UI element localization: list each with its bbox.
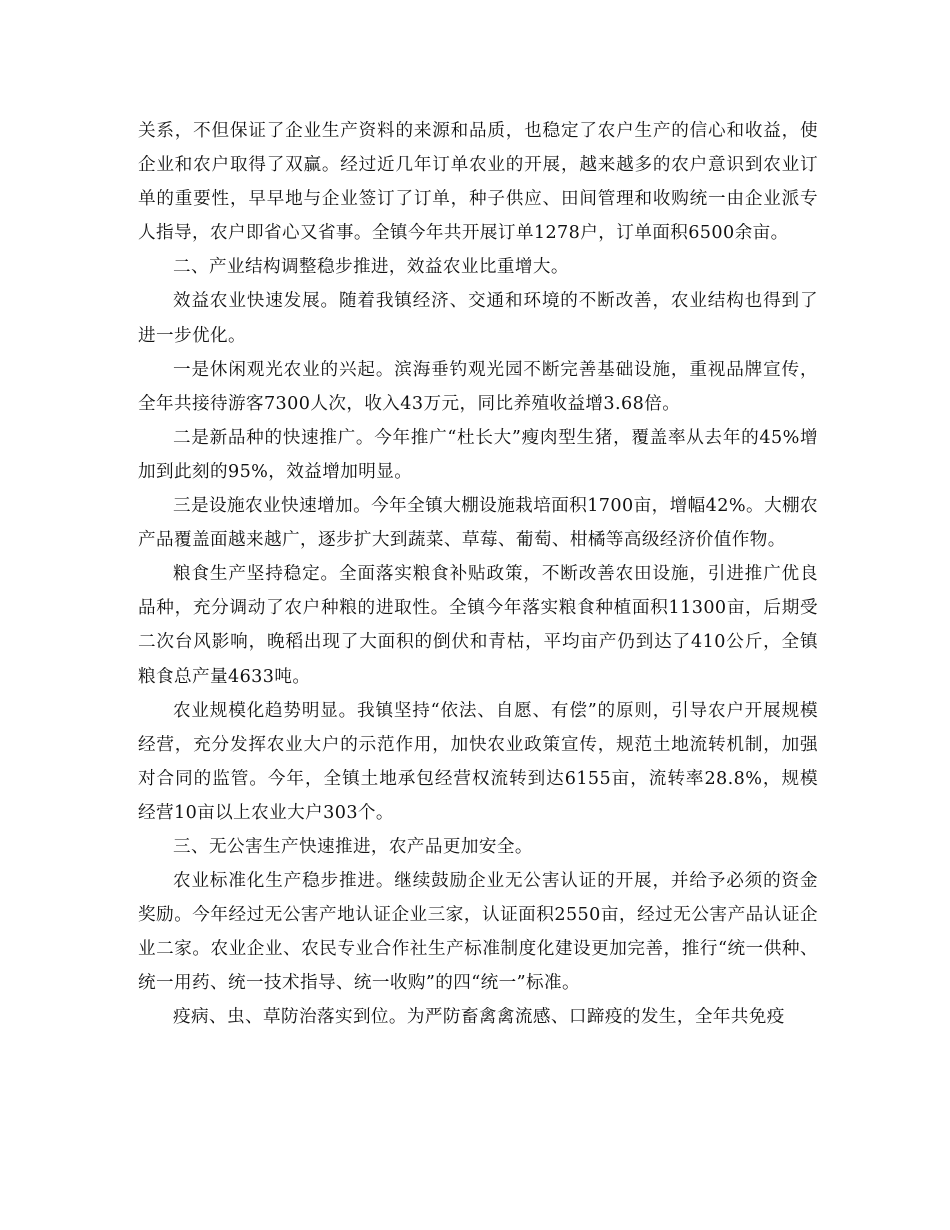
- paragraph-grain-production: 粮食生产坚持稳定。全面落实粮食补贴政策，不断改善农田设施，引进推广优良品种，充分调动了农户种粮的进取性。全镇今年落实粮食种植面积11300亩，后期受二次台风影响，晚稻出现了大面积的倒伏和青枯，平均亩产仍到达了410公斤，全镇粮食总产量4633吨。: [138, 564, 818, 687]
- document-body: [138, 114, 818, 1035]
- paragraph-disease-control: 疫病、虫、草防治落实到位。为严防畜禽禽流感、口蹄疫的发生，全年共免疫: [173, 1007, 785, 1028]
- section-heading-industrial-structure: 二、产业结构调整稳步推进，效益农业比重增大。: [173, 257, 569, 278]
- paragraph-standardized-production: 农业标准化生产稳步推进。继续鼓励企业无公害认证的开展，并给予必须的资金奖励。今年经过无公害产地认证企业三家，认证面积2550亩，经过无公害产品认证企业二家。农业企业、农民专业合作社生产标准制度化建设更加完善，推行“统一供种、统一用药、统一技术指导、统一收购”的四“统一”标准。: [138, 871, 818, 994]
- section-heading-pollution-free: 三、无公害生产快速推进，农产品更加安全。: [173, 836, 533, 857]
- paragraph-efficient-agriculture: 效益农业快速发展。随着我镇经济、交通和环境的不断改善，农业结构也得到了进一步优化。: [138, 291, 818, 346]
- paragraph-scale-operation: 农业规模化趋势明显。我镇坚持“依法、自愿、有偿”的原则，引导农户开展规模经营，充分发挥农业大户的示范作用，加快农业政策宣传，规范土地流转机制，加强对合同的监管。今年，全镇土地承包经营权流转到达6155亩，流转率28.8%，规模经营10亩以上农业大户303个。: [138, 700, 818, 823]
- paragraph-new-varieties: 二是新品种的快速推广。今年推广“杜长大”瘦肉型生猪，覆盖率从去年的45%增加到此刻的95%，效益增加明显。: [138, 427, 818, 482]
- paragraph-facility-agriculture: 三是设施农业快速增加。今年全镇大棚设施栽培面积1700亩，增幅42%。大棚农产品覆盖面越来越广，逐步扩大到蔬菜、草莓、葡萄、柑橘等高级经济价值作物。: [138, 496, 818, 551]
- paragraph-order-farming-benefits: 关系，不但保证了企业生产资料的来源和品质，也稳定了农户生产的信心和收益，使企业和农户取得了双赢。经过近几年订单农业的开展，越来越多的农户意识到农业订单的重要性，早早地与企业签订了订单，种子供应、田间管理和收购统一由企业派专人指导，农户即省心又省事。全镇今年共开展订单1278户，订单面积6500余亩。: [138, 121, 818, 244]
- paragraph-leisure-tourism: 一是休闲观光农业的兴起。滨海垂钓观光园不断完善基础设施，重视品牌宣传，全年共接待游客7300人次，收入43万元，同比养殖收益增3.68倍。: [138, 359, 818, 414]
